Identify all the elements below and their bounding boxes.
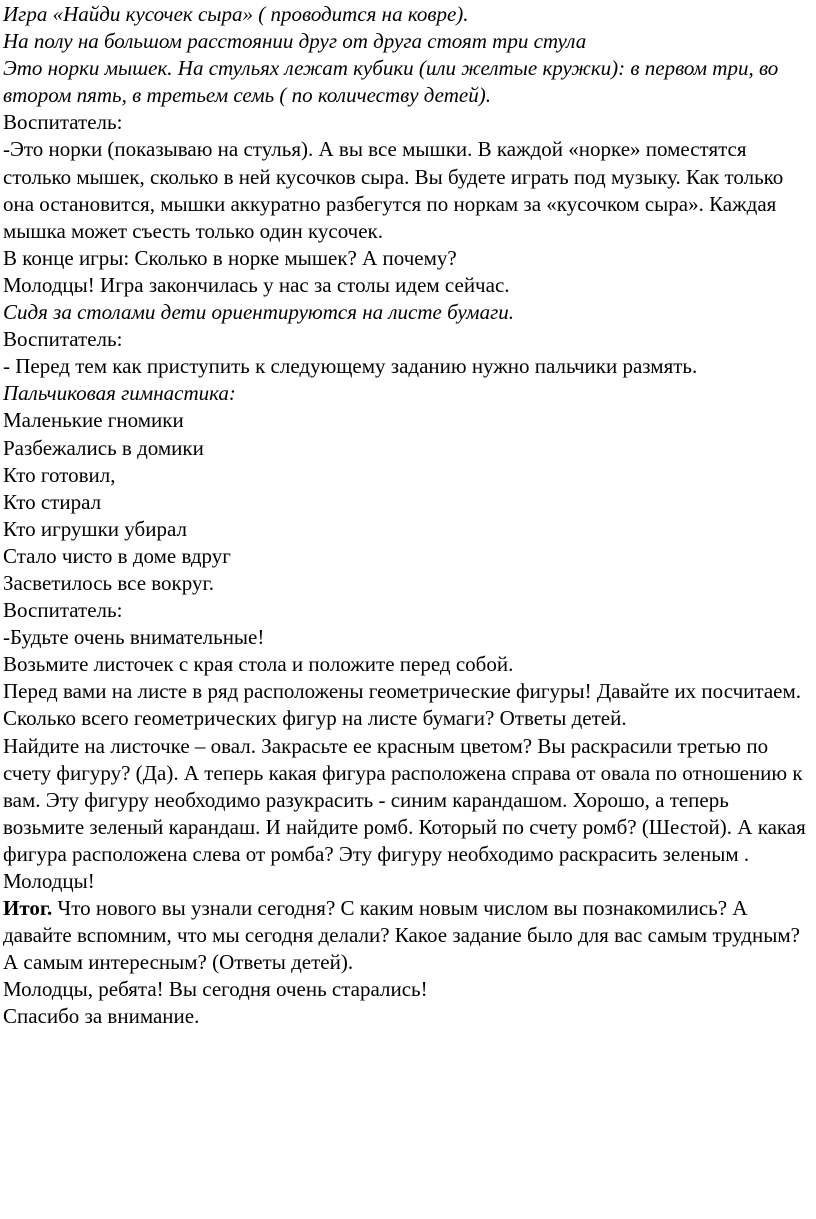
take-sheet-line: Возьмите листочек с края стола и положите перед собой. — [3, 652, 514, 677]
poem-line: Разбежались в домики — [3, 435, 204, 460]
summary-label: Итог. — [3, 896, 53, 921]
poem-line: Стало чисто в доме вдруг — [3, 543, 231, 568]
poem-line: Кто стирал — [3, 489, 102, 514]
praise-line: Молодцы! — [3, 869, 95, 893]
summary-paragraph — [3, 895, 811, 976]
speaker-label: Воспитатель: — [3, 598, 123, 623]
poem-line: Кто готовил, — [3, 462, 116, 487]
attention-line: -Будьте очень внимательные! — [3, 625, 265, 650]
game-title: Игра «Найди кусочек сыра» ( проводится на ковре). — [3, 2, 469, 26]
coloring-task-paragraph: Найдите на листочке – овал. Закрасьте ее красным цветом? Вы раскрасили третью по счету фигуру? (Да). А теперь какая фигура расположена справа от овала по отношению к вам. Эту фигуру необходимо разукрасить - синим карандашом. Хорошо, а теперь возьмите зеленый карандаш. И найдите ромб. Который по счету ромб? (Шестой). А какая фигура расположена слева от ромба? Эту фигуру необходимо раскрасить зеленым . — [3, 733, 806, 866]
poem-line: Засветилось все вокруг. — [3, 570, 214, 595]
game-setup: На полу на большом расстоянии друг от друга стоят три стула — [3, 29, 587, 54]
praise-line: Молодцы! Игра закончилась у нас за столы идем сейчас. — [3, 272, 510, 297]
final-praise: Молодцы, ребята! Вы сегодня очень старались! — [3, 977, 428, 1002]
speaker-label: Воспитатель: — [3, 327, 123, 352]
end-question: В конце игры: Сколько в норке мышек? А почему? — [3, 245, 457, 270]
speaker-label: Воспитатель: — [3, 110, 123, 135]
document-body — [3, 1, 811, 1031]
teacher-speech: - Перед тем как приступить к следующему заданию нужно пальчики размять. — [3, 354, 698, 379]
game-description: Это норки мышек. На стульях лежат кубики (или желтые кружки): в первом три, во втором пять, в третьем семь ( по количеству детей). — [3, 56, 779, 108]
summary-text: Что нового вы узнали сегодня? С каким новым числом вы познакомились? А давайте вспомним, что мы сегодня делали? Какое задание было для вас самым трудным? А самым интересным? (Ответы детей). — [3, 896, 800, 975]
count-shapes-paragraph: Перед вами на листе в ряд расположены геометрические фигуры! Давайте их посчитаем. Сколько всего геометрических фигур на листе бумаги? Ответы детей. — [3, 679, 802, 731]
thanks-line: Спасибо за внимание. — [3, 1004, 200, 1029]
poem-line: Кто игрушки убирал — [3, 516, 187, 541]
poem-line: Маленькие гномики — [3, 408, 184, 433]
gymnastics-title: Пальчиковая гимнастика: — [3, 381, 236, 406]
stage-note: Сидя за столами дети ориентируются на листе бумаги. — [3, 300, 515, 325]
teacher-speech: -Это норки (показываю на стулья). А вы все мышки. В каждой «норке» поместятся столько мышек, сколько в ней кусочков сыра. Вы будете играть под музыку. Как только она остановится, мышки аккуратно разбегутся по норкам за «кусочком сыра». Каждая мышка может съесть только один кусочек. — [3, 137, 784, 243]
